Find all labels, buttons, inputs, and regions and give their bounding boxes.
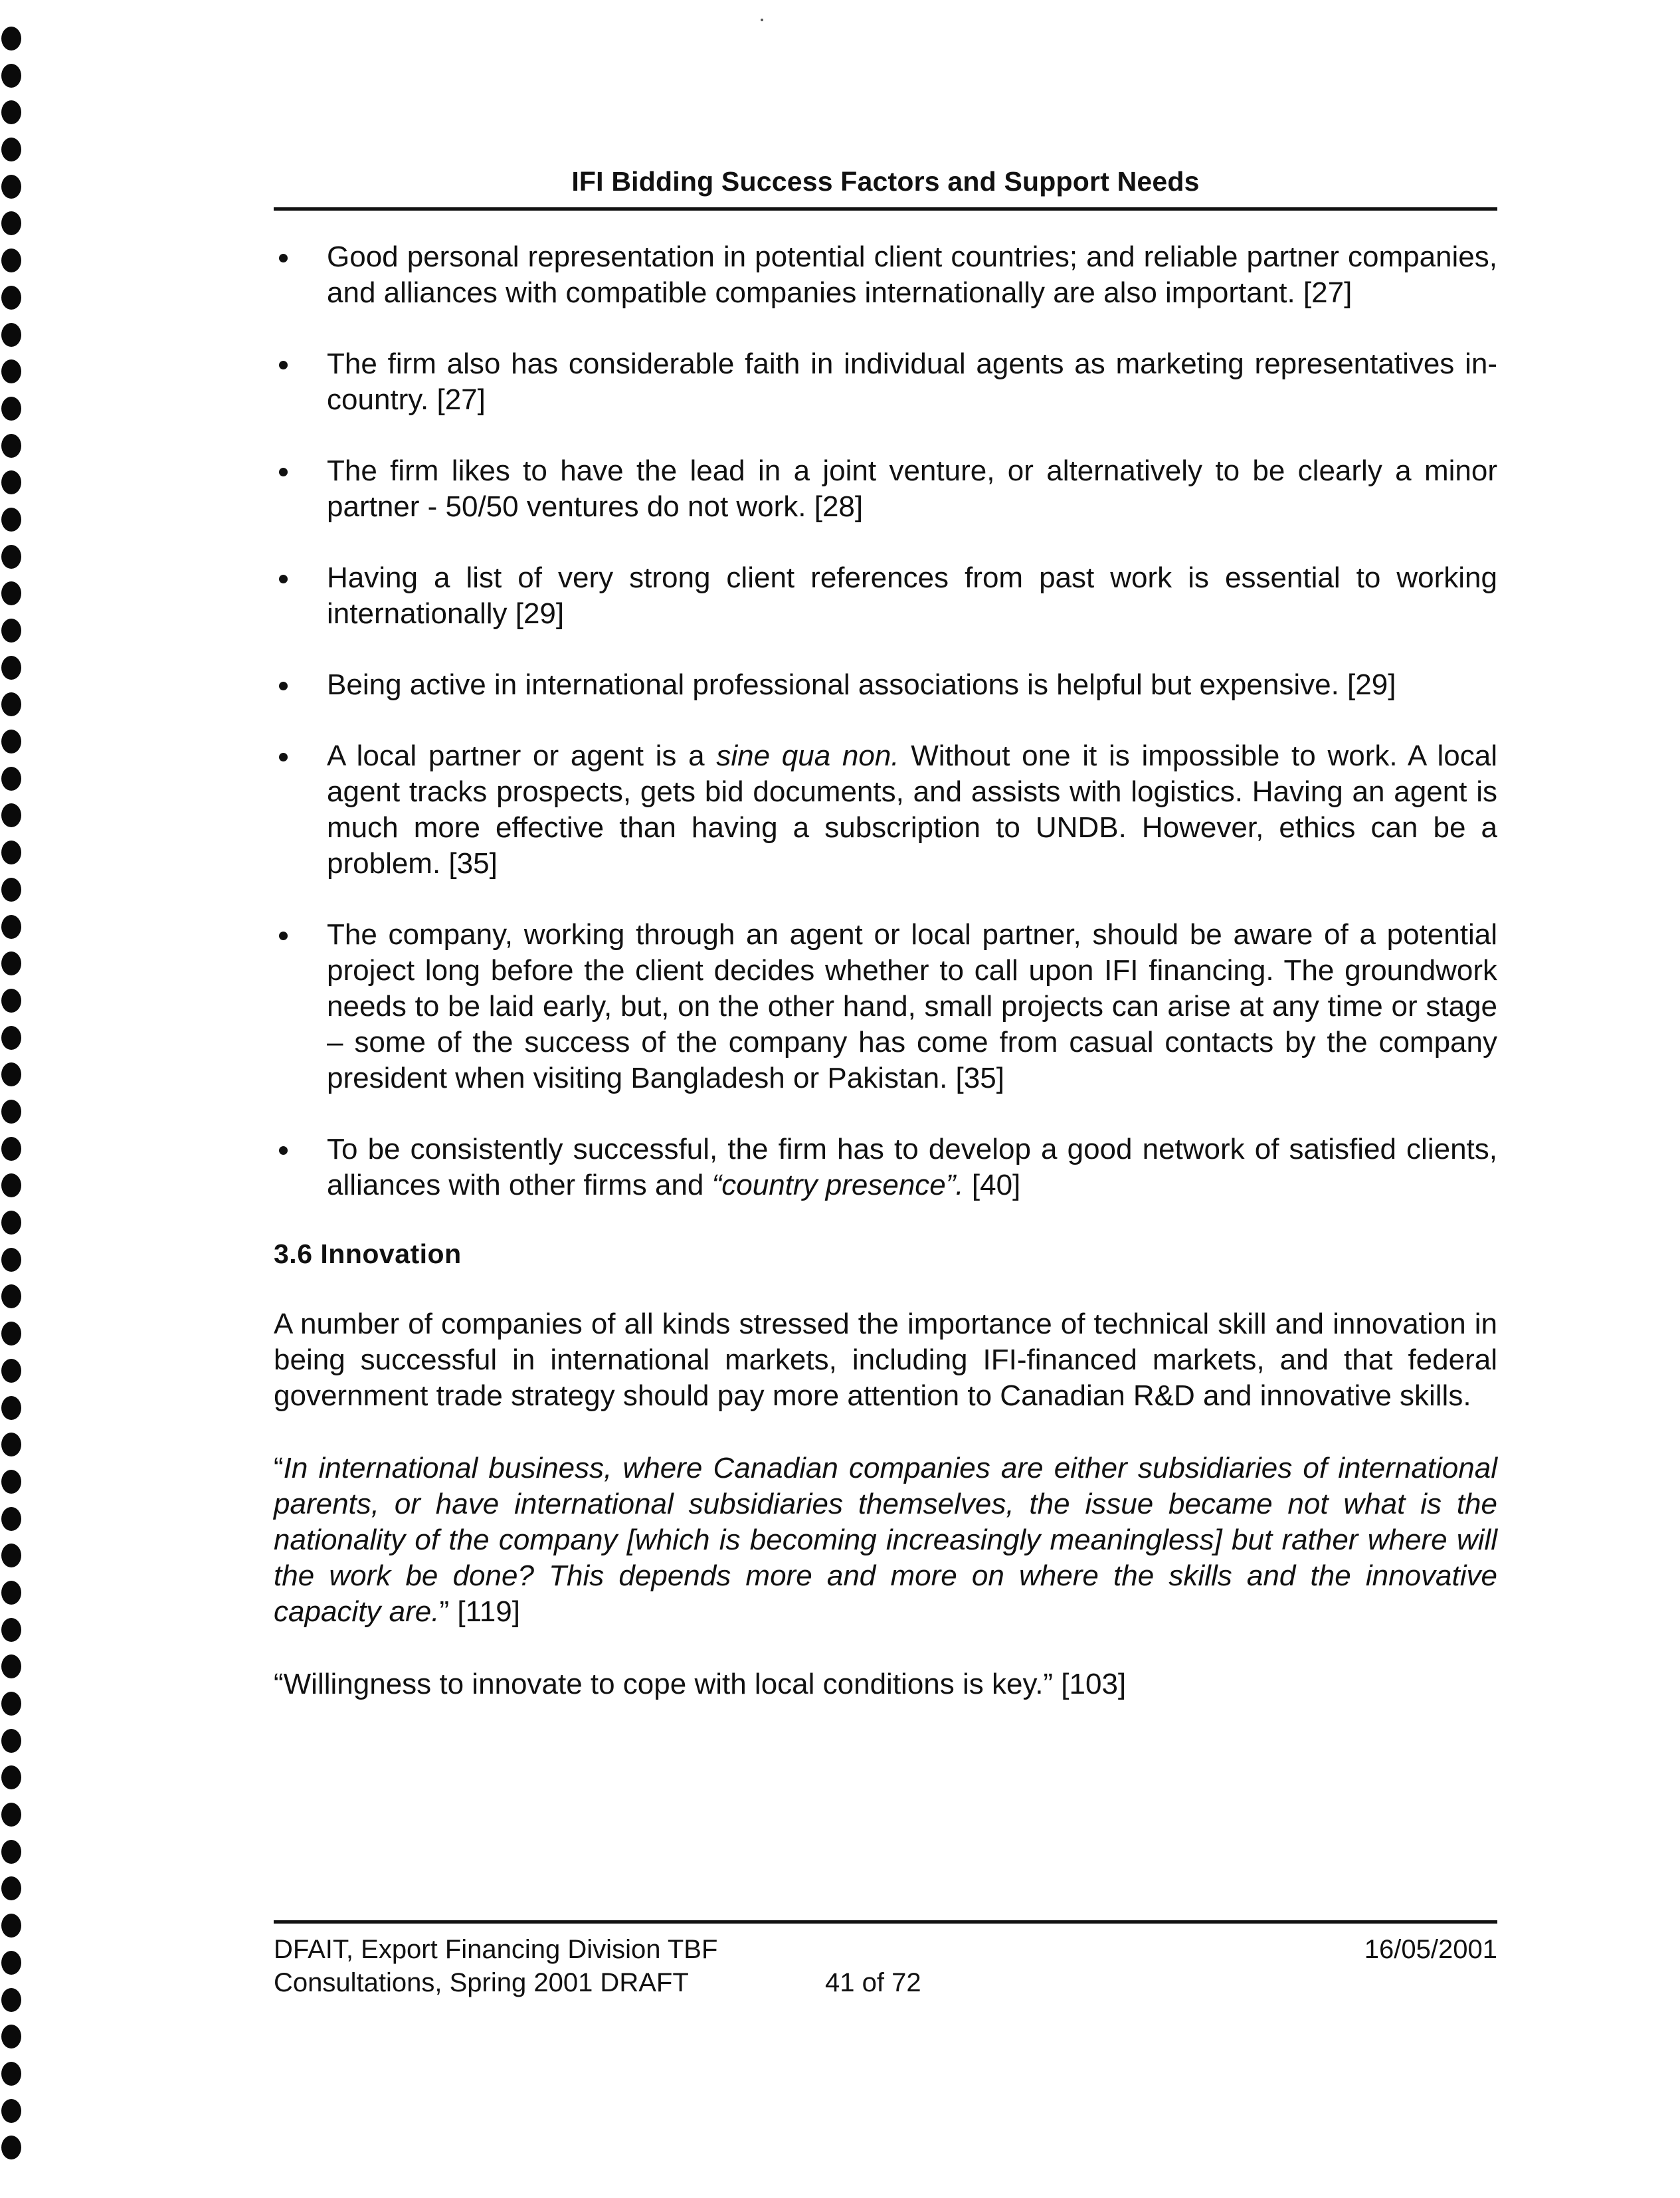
bullet-item bbox=[274, 917, 1497, 1096]
binding-hole-icon bbox=[1, 1914, 21, 1938]
binding-hole-icon bbox=[1, 1470, 21, 1494]
footer-left bbox=[274, 1933, 717, 1999]
binding-hole-icon bbox=[1, 841, 21, 864]
binding-hole-icon bbox=[1, 27, 21, 50]
binding-hole-icon bbox=[1, 249, 21, 272]
bullet-item bbox=[274, 667, 1497, 703]
quote-paragraph-2: “Willingness to innovate to cope with local conditions is key.” [103] bbox=[274, 1668, 1127, 1700]
binding-hole-icon bbox=[1, 581, 21, 605]
bullet-text-italic: sine qua non. bbox=[716, 740, 899, 772]
page-header bbox=[274, 154, 1497, 211]
bullet-item bbox=[274, 453, 1497, 525]
binding-hole-icon bbox=[1, 2025, 21, 2048]
bullet-text: Without one it is impossible to work. A local agent tracks prospects, gets bid documents, and assists with logistics. Having an agent is much more effective than having a subscription to UNDB. However, ethics can be a problem. [35] bbox=[327, 740, 1497, 880]
binding-hole-icon bbox=[1, 803, 21, 827]
quote-text: In international business, where Canadian companies are either subsidiaries of international parents, or have international subsidiaries themselves, the issue became not what is the nationality of the company [which is becoming increasingly meaningless] but rather where will the work be done? This depends more and more on where the skills and the innovative capacity are. bbox=[274, 1452, 1497, 1628]
bullet-text: Good personal representation in potential client countries; and reliable partner companies, and alliances with compatible companies internationally are also important. [27] bbox=[327, 241, 1497, 309]
bullet-text: The firm likes to have the lead in a joint venture, or alternatively to be clearly a minor partner - 50/50 ventures do not work. [28] bbox=[327, 454, 1497, 523]
binding-hole-icon bbox=[1, 545, 21, 569]
binding-hole-icon bbox=[1, 359, 21, 383]
bullet-text: Having a list of very strong client references from past work is essential to working internationally [29] bbox=[327, 561, 1497, 630]
binding-hole-icon bbox=[1, 2136, 21, 2159]
quote-paragraph bbox=[274, 1450, 1497, 1630]
bullet-item bbox=[274, 738, 1497, 882]
binding-hole-icon bbox=[1, 1840, 21, 1864]
page-content bbox=[274, 239, 1497, 1739]
binding-hole-icon bbox=[1, 1211, 21, 1235]
bullet-text-italic: “country presence”. bbox=[711, 1169, 964, 1201]
quote-open-mark: “ bbox=[274, 1452, 284, 1484]
scan-speck bbox=[761, 19, 763, 21]
bullet-text: The company, working through an agent or local partner, should be aware of a potential project long before the client decides whether to call upon IFI financing. The groundwork needs to be laid early, but, on the other hand, small projects can arise at any time or stage – some of the success of the company has come from casual contacts by the company president when visiting Bangladesh or Pakistan. [35] bbox=[327, 918, 1497, 1094]
binding-hole-icon bbox=[1, 1248, 21, 1272]
binding-hole-icon bbox=[1, 211, 21, 235]
binding-hole-icon bbox=[1, 656, 21, 680]
binding-hole-icon bbox=[1, 915, 21, 939]
bullet-text: Being active in international professional associations is helpful but expensive. [29] bbox=[327, 668, 1396, 701]
bullet-dot-icon bbox=[279, 1146, 288, 1155]
bullet-dot-icon bbox=[279, 575, 288, 583]
binding-hole-icon bbox=[1, 1100, 21, 1124]
binding-hole-icon bbox=[1, 1062, 21, 1086]
binding-hole-icon bbox=[1, 2099, 21, 2123]
binding-hole-icon bbox=[1, 951, 21, 975]
binding-hole-icon bbox=[1, 730, 21, 753]
binding-hole-icon bbox=[1, 1433, 21, 1456]
binding-hole-icon bbox=[1, 1876, 21, 1900]
bullet-text: To be consistently successful, the firm has to develop a good network of satisfied clients, alliances with other firms and bbox=[327, 1133, 1497, 1201]
binding-hole-icon bbox=[1, 1581, 21, 1605]
bullet-text: [40] bbox=[963, 1169, 1021, 1201]
bullet-dot-icon bbox=[279, 753, 288, 761]
footer-line-2: Consultations, Spring 2001 DRAFT bbox=[274, 1968, 689, 1997]
binding-hole-icon bbox=[1, 64, 21, 88]
footer-line-1: DFAIT, Export Financing Division TBF bbox=[274, 1935, 718, 1964]
binding-hole-icon bbox=[1, 100, 21, 124]
bullet-dot-icon bbox=[279, 932, 288, 940]
binding-hole-icon bbox=[1, 1729, 21, 1753]
binding-hole-icon bbox=[1, 1951, 21, 1975]
binding-hole-icon bbox=[1, 323, 21, 347]
binding-hole-icon bbox=[1, 508, 21, 532]
binding-hole-icon bbox=[1, 1692, 21, 1716]
binding-hole-icon bbox=[1, 1026, 21, 1050]
binding-hole-icon bbox=[1, 767, 21, 791]
binding-hole-icon bbox=[1, 1173, 21, 1197]
binding-hole-icon bbox=[1, 1988, 21, 2012]
binding-hole-icon bbox=[1, 175, 21, 199]
footer-date: 16/05/2001 bbox=[1364, 1935, 1497, 1964]
binding-hole-icon bbox=[1, 989, 21, 1013]
bullet-dot-icon bbox=[279, 254, 288, 262]
binding-hole-icon bbox=[1, 1544, 21, 1567]
page-footer bbox=[274, 1920, 1497, 1997]
quote-citation: ” [119] bbox=[439, 1595, 520, 1628]
bullet-item bbox=[274, 1132, 1497, 1203]
bullet-item bbox=[274, 346, 1497, 418]
binding-hole-icon bbox=[1, 1803, 21, 1827]
binding-hole-icon bbox=[1, 1765, 21, 1789]
binding-hole-icon bbox=[1, 1654, 21, 1678]
binding-hole-icon bbox=[1, 1137, 21, 1161]
bullet-text: A local partner or agent is a bbox=[327, 740, 717, 772]
binding-hole-icon bbox=[1, 434, 21, 458]
binding-hole-icon bbox=[1, 878, 21, 902]
binding-hole-icon bbox=[1, 397, 21, 421]
binding-hole-icon bbox=[1, 1396, 21, 1420]
binding-holes bbox=[0, 27, 27, 2186]
binding-hole-icon bbox=[1, 138, 21, 161]
bullet-dot-icon bbox=[279, 682, 288, 690]
binding-hole-icon bbox=[1, 619, 21, 643]
page-title: IFI Bidding Success Factors and Support Needs bbox=[571, 166, 1200, 197]
page-number: 41 of 72 bbox=[825, 1968, 921, 1997]
section-paragraph: A number of companies of all kinds stressed the importance of technical skill and innovation in being successful in international markets, including IFI-financed markets, and that federal government trade strategy should pay more attention to Canadian R&D and innovative skills. bbox=[274, 1308, 1497, 1412]
binding-hole-icon bbox=[1, 1359, 21, 1383]
bullet-dot-icon bbox=[279, 468, 288, 476]
bullet-list bbox=[274, 239, 1497, 1203]
binding-hole-icon bbox=[1, 1284, 21, 1308]
binding-hole-icon bbox=[1, 286, 21, 310]
binding-hole-icon bbox=[1, 1507, 21, 1531]
bullet-item bbox=[274, 560, 1497, 632]
section-heading: 3.6 Innovation bbox=[274, 1239, 462, 1269]
binding-hole-icon bbox=[1, 1322, 21, 1346]
bullet-dot-icon bbox=[279, 361, 288, 369]
binding-hole-icon bbox=[1, 2062, 21, 2086]
binding-hole-icon bbox=[1, 470, 21, 494]
bullet-item bbox=[274, 239, 1497, 311]
binding-hole-icon bbox=[1, 1618, 21, 1642]
binding-hole-icon bbox=[1, 692, 21, 716]
bullet-text: The firm also has considerable faith in individual agents as marketing representatives in-country. [27] bbox=[327, 348, 1497, 416]
